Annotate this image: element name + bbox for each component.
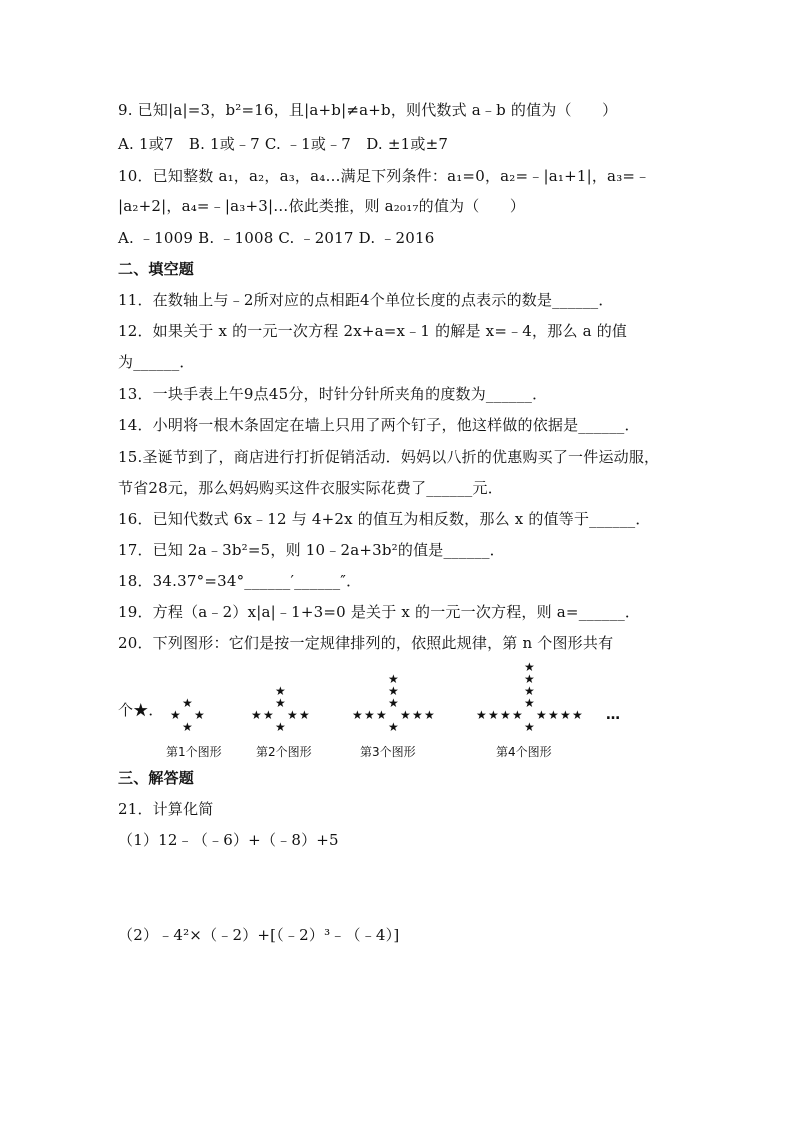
question-16: 16．已知代数式 6x﹣12 与 4+2x 的值互为相反数，那么 x 的值等于______． [118, 510, 651, 528]
star-figure-3-star: ★ [388, 696, 399, 710]
section-heading-solve: 三、解答题 [118, 769, 195, 787]
star-figure-4-star: ★ [500, 708, 511, 722]
question-21-part-1: （1）12﹣（﹣6）+（﹣8）+5 [118, 831, 339, 849]
star-figure-3-star: ★ [388, 720, 399, 734]
star-figure-2-star: ★ [299, 708, 310, 722]
star-figure-3-star: ★ [388, 684, 399, 698]
question-21-part-2: （2）﹣4²×（﹣2）+[（﹣2）³﹣（﹣4）] [118, 926, 400, 944]
star-figure-4-star: ★ [536, 708, 547, 722]
star-figure-2-star: ★ [275, 696, 286, 710]
figure-ellipsis: … [606, 707, 620, 723]
question-15-line1: 15.圣诞节到了，商店进行打折促销活动．妈妈以八折的优惠购买了一件运动服， [118, 448, 660, 466]
star-figure-2-star: ★ [275, 720, 286, 734]
question-19: 19．方程（a﹣2）x|a|﹣1+3=0 是关于 x 的一元一次方程，则 a=______． [118, 603, 641, 621]
star-figure-1-star: ★ [170, 708, 181, 722]
question-11: 11．在数轴上与﹣2所对应的点相距4个单位长度的点表示的数是______． [118, 291, 614, 309]
star-figure-2-star: ★ [251, 708, 262, 722]
question-13: 13．一块手表上午9点45分，时针分针所夹角的度数为______． [118, 385, 548, 403]
star-figure-2-star: ★ [263, 708, 274, 722]
star-figure-4-star: ★ [512, 708, 523, 722]
question-15-line2: 节省28元，那么妈妈购买这件衣服实际花费了______元． [118, 479, 503, 497]
figure-caption-3: 第3个图形 [360, 745, 416, 759]
section-heading-fill-in: 二、填空题 [118, 260, 195, 278]
question-17: 17．已知 2a﹣3b²=5，则 10﹣2a+3b²的值是______． [118, 541, 505, 559]
star-figure-2-star: ★ [287, 708, 298, 722]
question-9-text: 9. 已知|a|=3，b²=16，且|a+b|≠a+b，则代数式 a﹣b 的值为（ ） [118, 101, 618, 119]
star-pattern-figures [118, 655, 678, 765]
star-figure-4-star: ★ [524, 672, 535, 686]
star-figure-3-star: ★ [400, 708, 411, 722]
star-figure-3-star: ★ [352, 708, 363, 722]
question-9-options: A. 1或7 B. 1或﹣7 C. ﹣1或﹣7 D. ±1或±7 [118, 135, 449, 153]
star-figure-3-star: ★ [364, 708, 375, 722]
star-figure-4-star: ★ [524, 684, 535, 698]
figure-caption-4: 第4个图形 [496, 745, 552, 759]
star-figure-4-star: ★ [476, 708, 487, 722]
question-10-line2: |a₂+2|，a₄=﹣|a₃+3|…依此类推，则 a₂₀₁₇的值为（ ） [118, 197, 526, 215]
star-figure-4-star: ★ [560, 708, 571, 722]
star-figure-4-star: ★ [524, 696, 535, 710]
question-12-line1: 12．如果关于 x 的一元一次方程 2x+a=x﹣1 的解是 x=﹣4，那么 a 的值 [118, 322, 628, 340]
question-12-line2: 为______． [118, 353, 195, 371]
star-figure-4-star: ★ [548, 708, 559, 722]
star-figure-3-star: ★ [412, 708, 423, 722]
figure-caption-2: 第2个图形 [256, 745, 312, 759]
question-20-line1: 20．下列图形：它们是按一定规律排列的，依照此规律，第 n 个图形共有 [118, 634, 614, 652]
star-figure-3-star: ★ [388, 672, 399, 686]
star-figure-3-star: ★ [424, 708, 435, 722]
question-20-line2: 个★． [118, 701, 164, 719]
star-figure-4-star: ★ [572, 708, 583, 722]
question-14: 14．小明将一根木条固定在墙上只用了两个钉子，他这样做的依据是______． [118, 416, 640, 434]
star-figure-1-star: ★ [194, 708, 205, 722]
figure-caption-1: 第1个图形 [166, 745, 222, 759]
question-10-options: A. ﹣1009 B. ﹣1008 C. ﹣2017 D. ﹣2016 [118, 229, 435, 247]
star-figure-1-star: ★ [182, 720, 193, 734]
question-18: 18．34.37°=34°______′______″． [118, 572, 362, 590]
question-10-line1: 10．已知整数 a₁，a₂，a₃，a₄…满足下列条件：a₁=0，a₂=﹣|a₁+1|，a₃=﹣ [118, 167, 651, 185]
question-21: 21．计算化简 [118, 800, 214, 818]
star-figure-4-star: ★ [488, 708, 499, 722]
star-figure-4-star: ★ [524, 660, 535, 674]
star-figure-2-star: ★ [275, 684, 286, 698]
star-figure-1-star: ★ [182, 696, 193, 710]
star-figure-4-star: ★ [524, 720, 535, 734]
star-figure-3-star: ★ [376, 708, 387, 722]
